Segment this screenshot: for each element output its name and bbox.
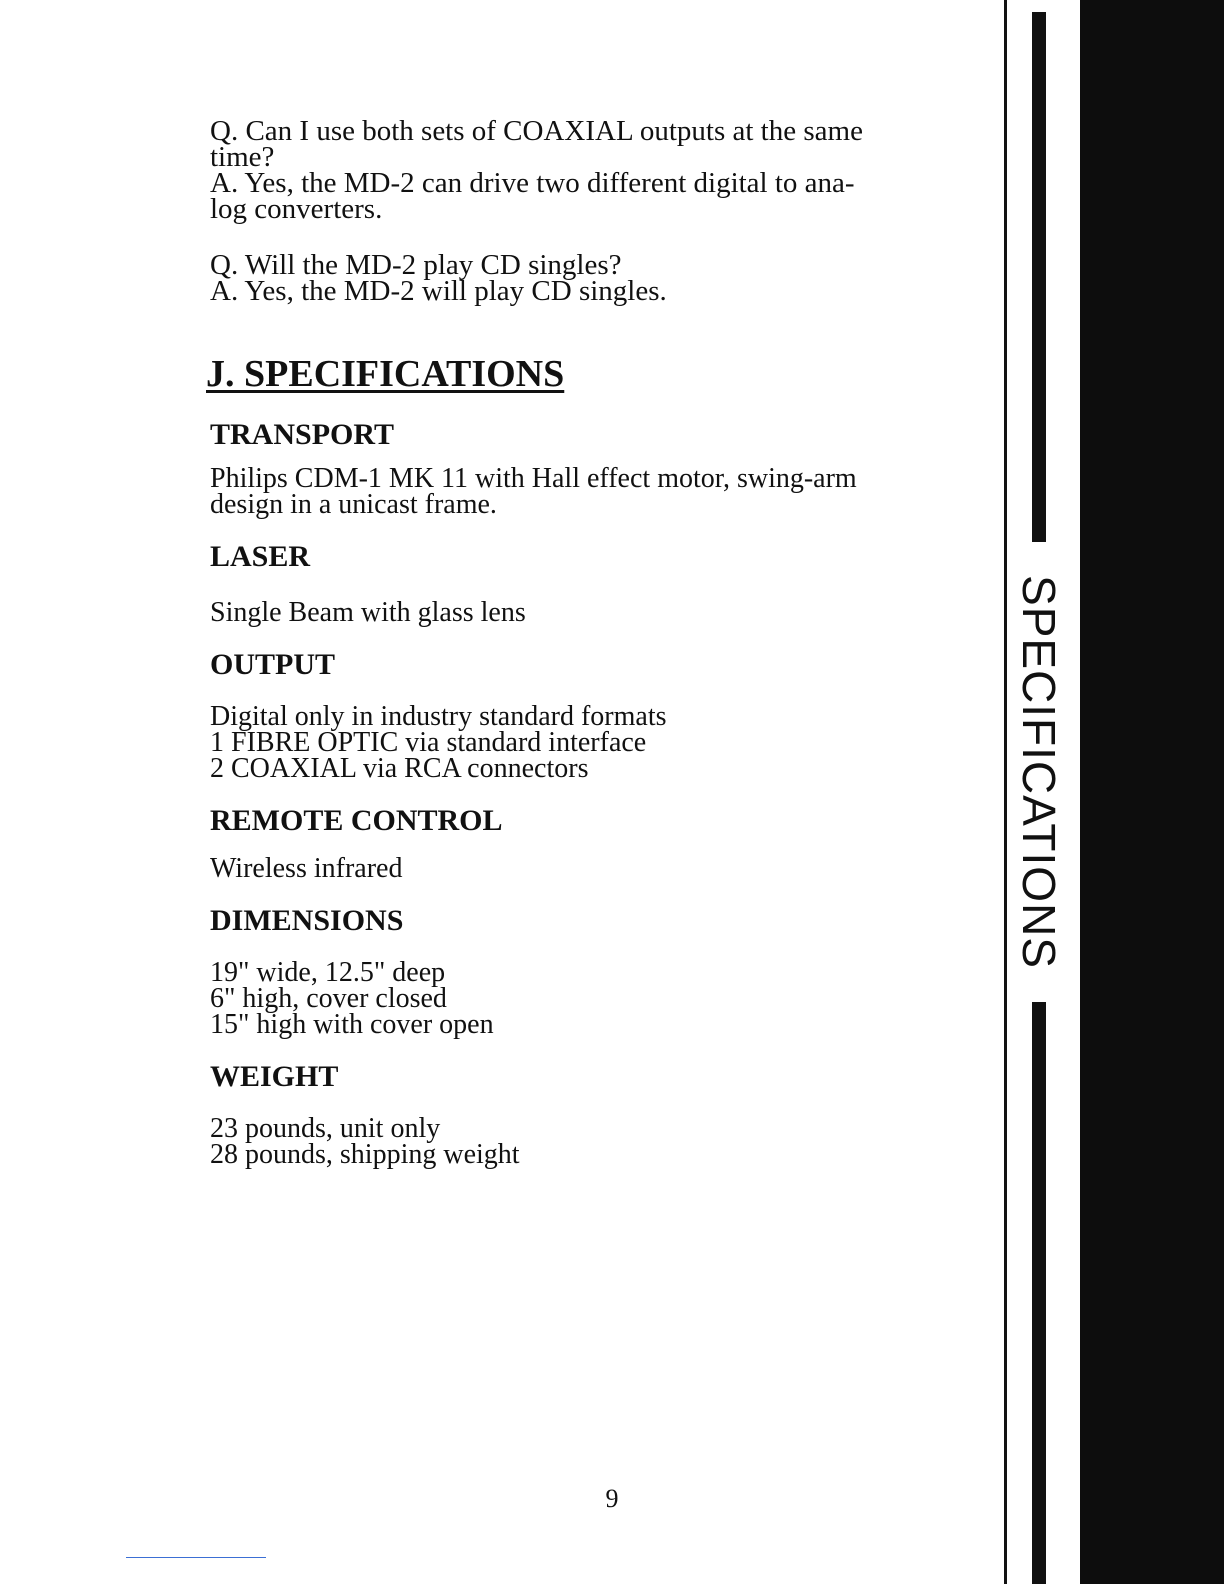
spec-heading: WEIGHT	[210, 1060, 339, 1093]
spec-value	[210, 1113, 950, 1170]
section-title: J. SPECIFICATIONS	[206, 353, 565, 395]
faq-item	[210, 115, 950, 225]
side-bar-top	[1032, 12, 1046, 542]
spec-value	[210, 701, 950, 784]
section-side-tab	[1004, 0, 1224, 1584]
question-line: Q. Can I use both sets of COAXIAL outputs at the same	[210, 115, 863, 147]
spec-heading: DIMENSIONS	[210, 904, 404, 937]
spec-weight	[210, 1060, 950, 1168]
scan-mark	[126, 1557, 266, 1558]
spec-output	[210, 648, 950, 782]
spec-heading: REMOTE CONTROL	[210, 804, 503, 837]
answer-line: A. Yes, the MD-2 can drive two different digital to ana-	[210, 167, 855, 199]
spec-laser	[210, 540, 950, 626]
side-rule	[1004, 0, 1007, 1584]
spec-line: Philips CDM-1 MK 11 with Hall effect motor, swing-arm	[210, 463, 857, 494]
spec-line: Single Beam with glass lens	[210, 597, 526, 628]
spec-dimensions	[210, 904, 950, 1038]
spec-line: 2 COAXIAL via RCA connectors	[210, 753, 589, 784]
side-bar-edge	[1080, 0, 1224, 1584]
page-number: 9	[605, 1484, 619, 1513]
side-bar-bottom	[1032, 1002, 1046, 1584]
spec-heading: TRANSPORT	[210, 418, 394, 451]
spec-heading: LASER	[210, 540, 311, 573]
spec-line: 28 pounds, shipping weight	[210, 1139, 520, 1170]
spec-value	[210, 853, 950, 884]
answer-line: A. Yes, the MD-2 will play CD singles.	[210, 275, 667, 307]
spec-line: Digital only in industry standard formats	[210, 701, 667, 732]
spec-line: 1 FIBRE OPTIC via standard interface	[210, 727, 647, 758]
spec-remote-control	[210, 804, 950, 882]
spec-line: 15" high with cover open	[210, 1009, 494, 1040]
spec-transport	[210, 418, 950, 518]
spec-line: Wireless infrared	[210, 853, 403, 884]
question-line: time?	[210, 141, 275, 173]
spec-line: 23 pounds, unit only	[210, 1113, 441, 1144]
question-line: Q. Will the MD-2 play CD singles?	[210, 249, 622, 281]
faq-item	[210, 249, 950, 307]
page-content	[206, 115, 950, 1190]
spec-value	[210, 597, 950, 628]
spec-line: 6" high, cover closed	[210, 983, 447, 1014]
answer-line: log converters.	[210, 193, 383, 225]
spec-line: 19" wide, 12.5" deep	[210, 957, 446, 988]
spec-line: design in a unicast frame.	[210, 489, 497, 520]
spec-heading: OUTPUT	[210, 648, 336, 681]
spec-value	[210, 463, 950, 520]
side-tab-label: SPECIFICATIONS	[1013, 575, 1065, 969]
spec-value	[210, 957, 950, 1040]
